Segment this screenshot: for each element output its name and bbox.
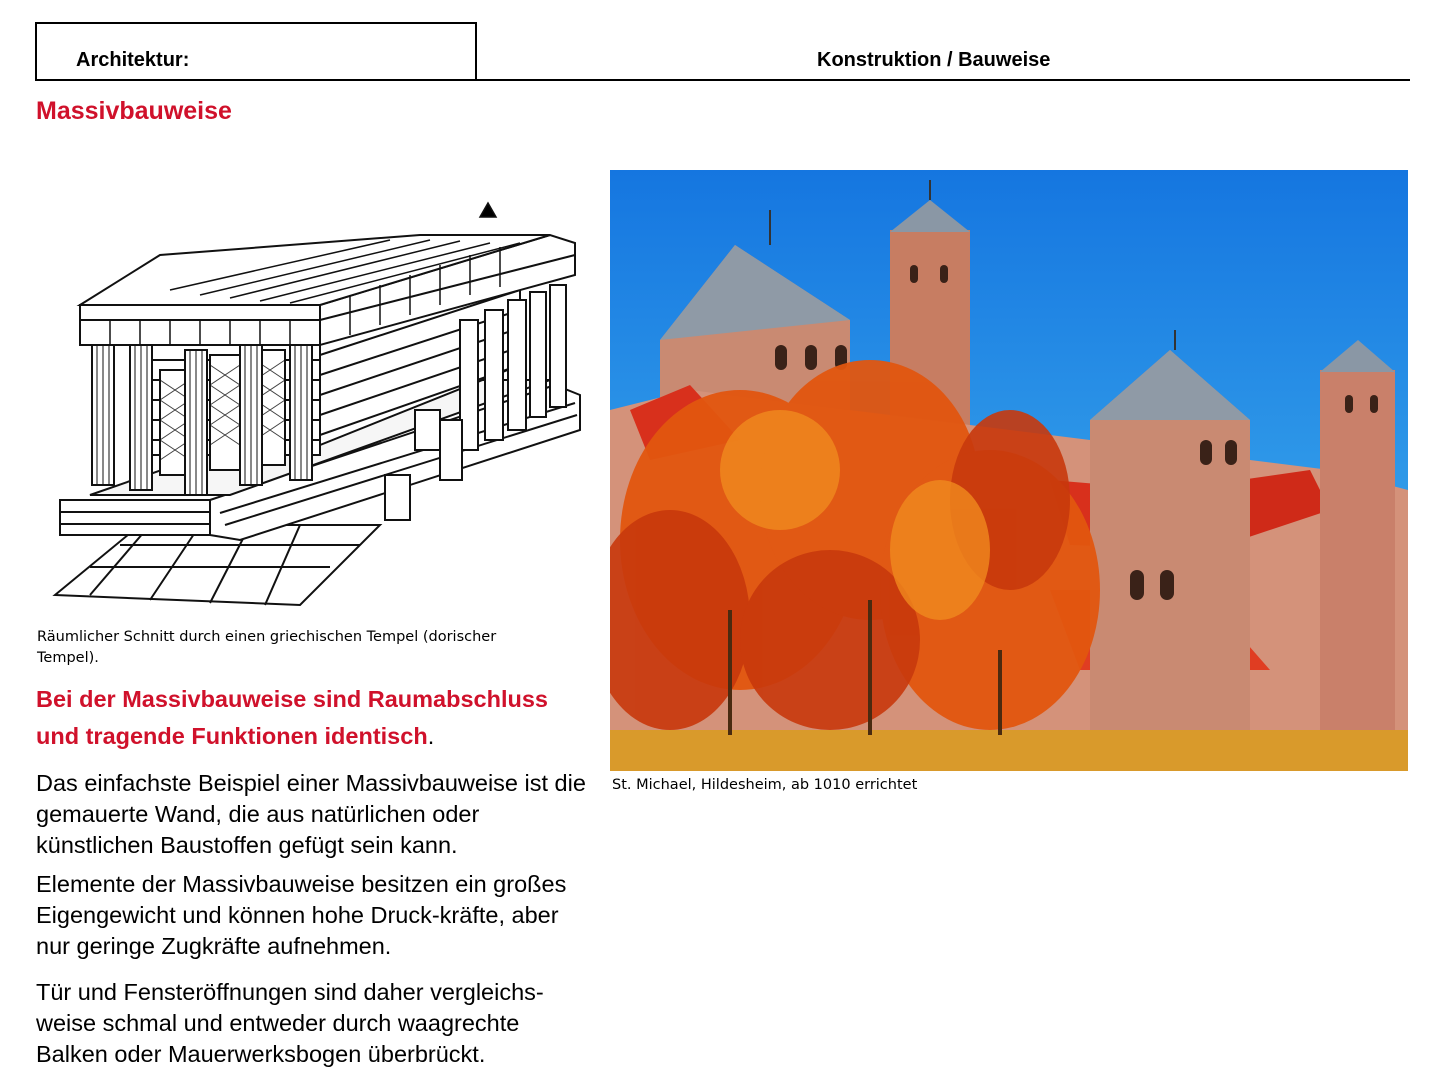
header-rule: [35, 79, 1410, 81]
temple-caption: Räumlicher Schnitt durch einen griechischen Tempel (dorischer Tempel).: [37, 629, 497, 666]
temple-section-drawing: [50, 195, 590, 615]
paragraph-elements: Elemente der Massivbauweise besitzen ein großes Eigengewicht und können hohe Druck-kräfte, aber nur geringe Zugkräfte aufnehmen.: [36, 871, 567, 959]
lead-period: .: [427, 723, 435, 749]
paragraph-openings: Tür und Fensteröffnungen sind daher vergleichs-weise schmal und entweder durch waagrechte Balken oder Mauerwerksbogen überbrückt.: [36, 979, 544, 1067]
church-photo: [610, 170, 1408, 771]
lead-statement: [36, 681, 596, 755]
section-title: Massivbauweise: [36, 97, 232, 125]
header-architektur-label: Architektur:: [76, 49, 190, 71]
paragraph-example: Das einfachste Beispiel einer Massivbauweise ist die gemauerte Wand, die aus natürlichen oder künstlichen Baustoffen gefügt sein kann.: [36, 770, 586, 858]
lead-text: Bei der Massivbauweise sind Raumabschluss und tragende Funktionen identisch: [36, 686, 548, 749]
photo-caption: St. Michael, Hildesheim, ab 1010 errichtet: [612, 777, 918, 793]
header-topic-label: Konstruktion / Bauweise: [817, 49, 1051, 71]
